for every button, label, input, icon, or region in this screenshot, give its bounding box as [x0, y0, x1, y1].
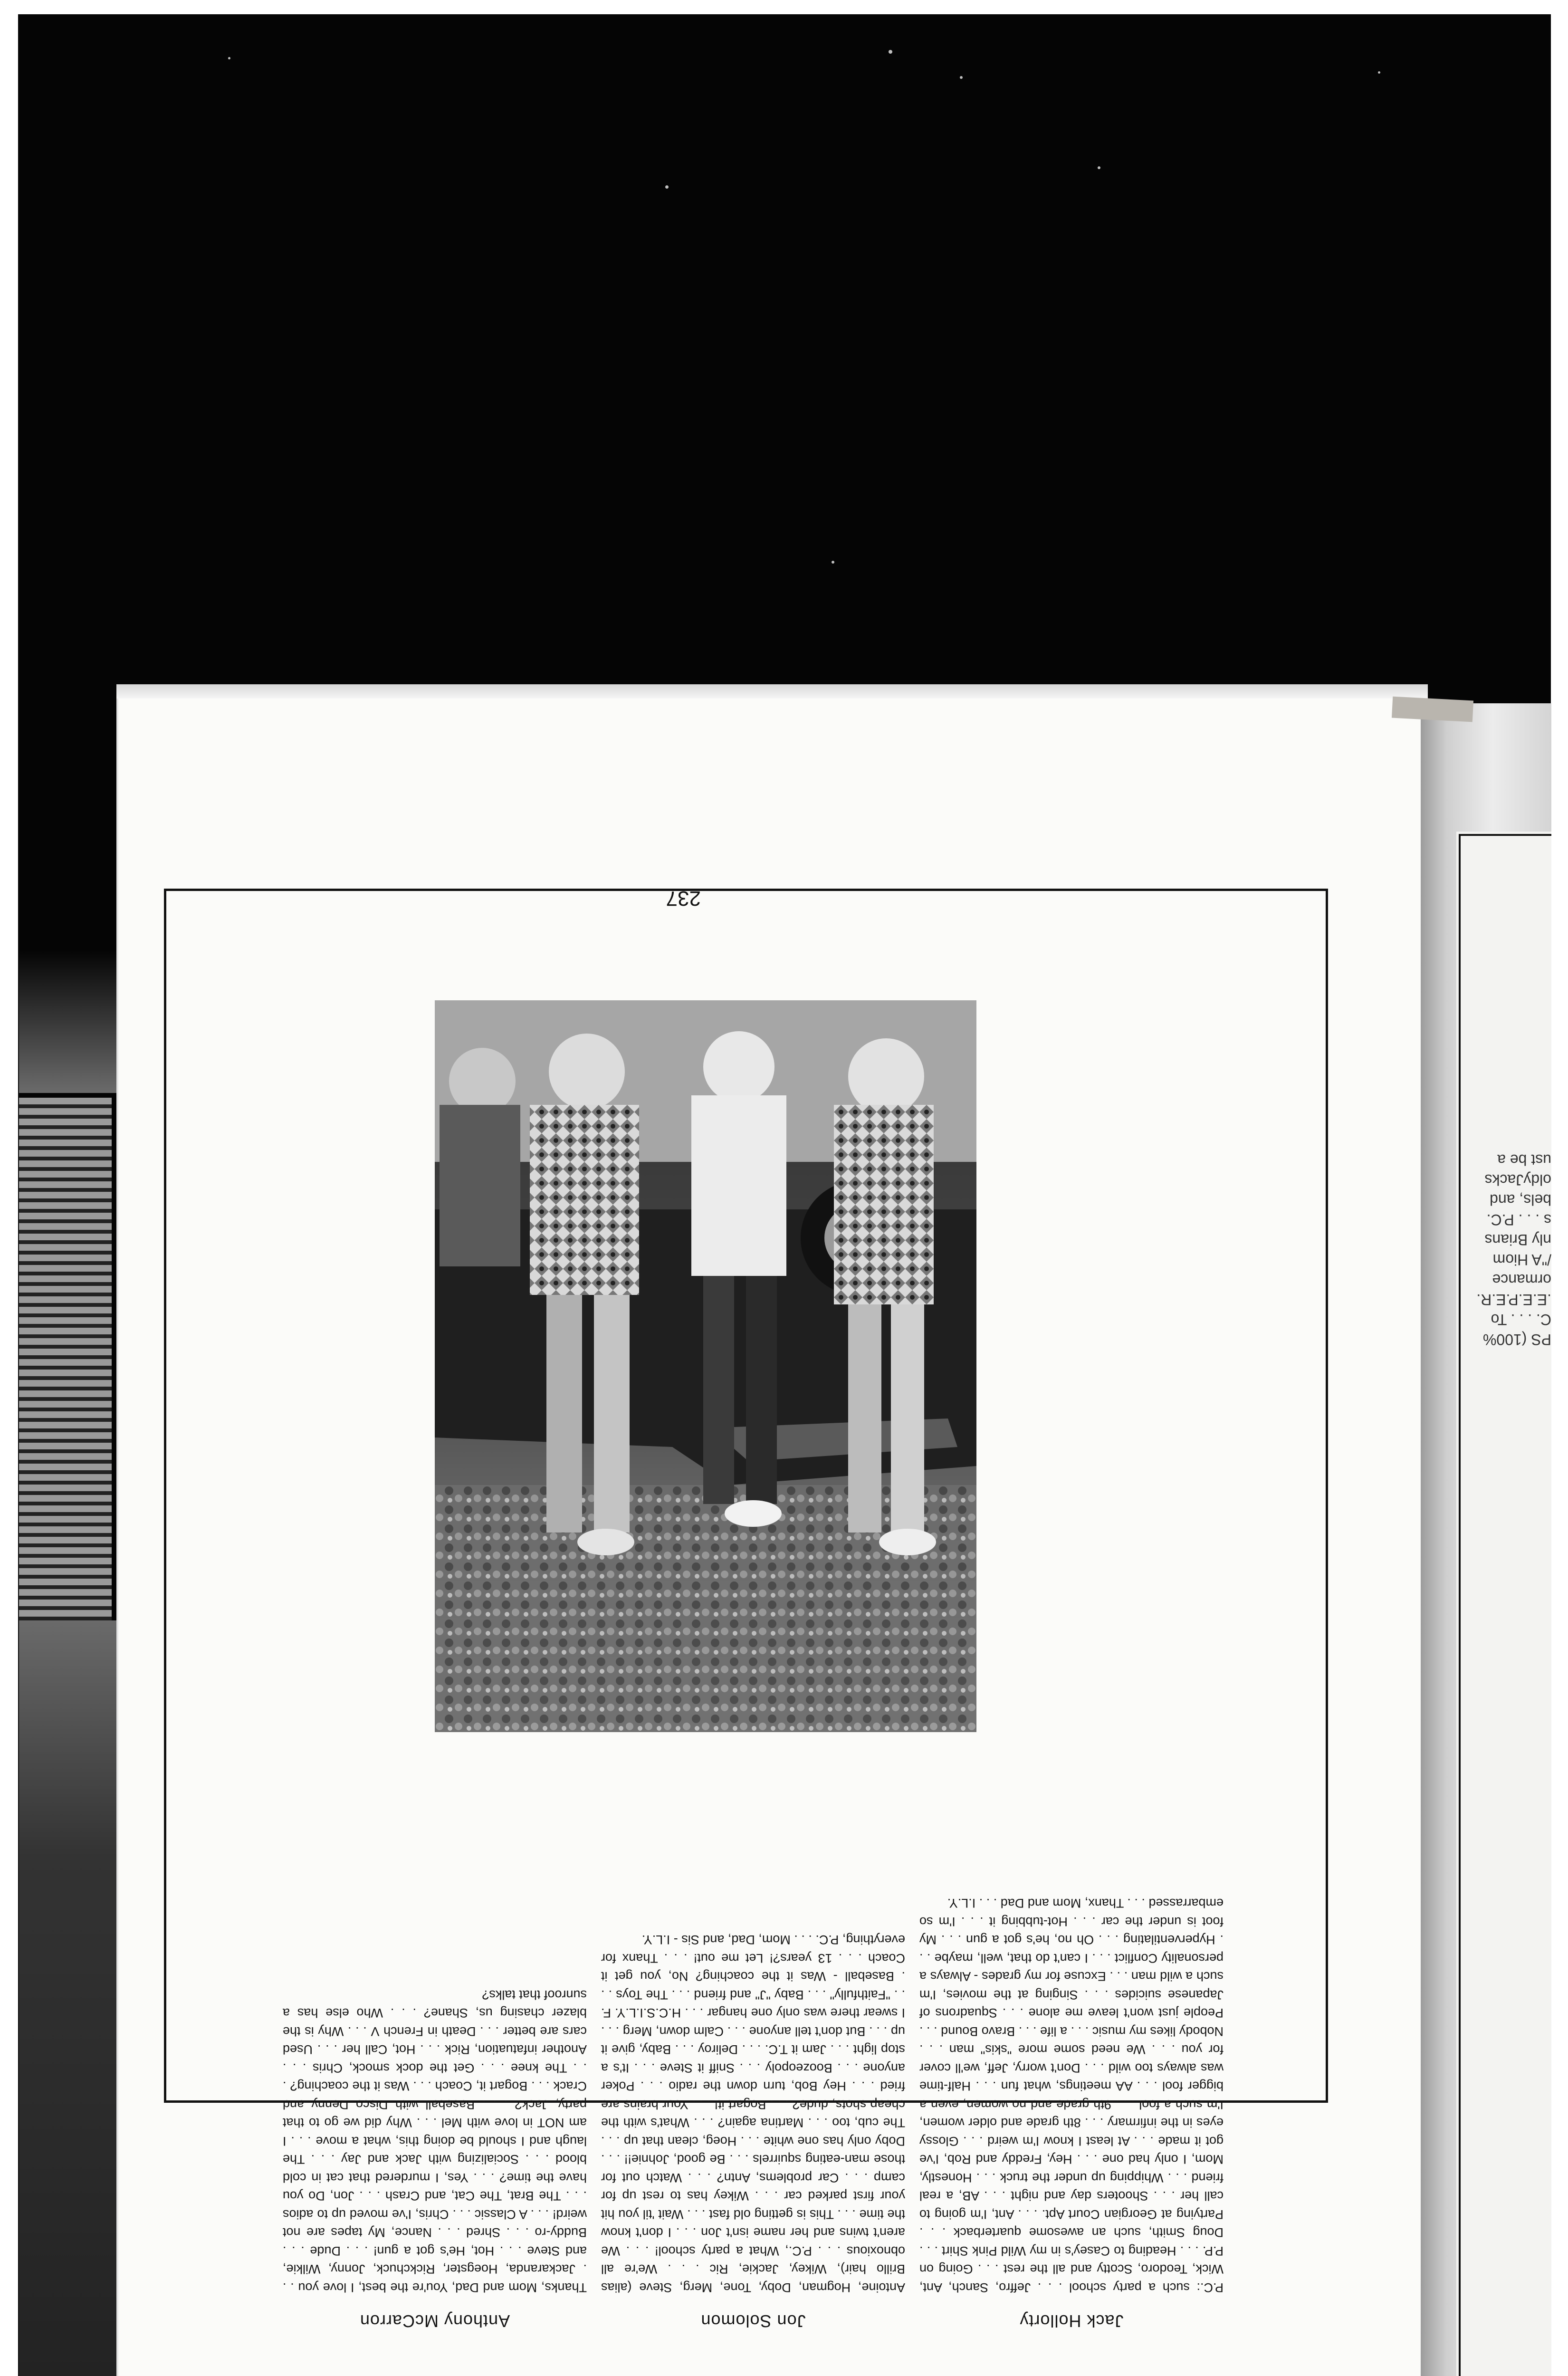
- dust-speck: [1098, 166, 1100, 169]
- dust-speck: [665, 185, 669, 189]
- senior-entry-2: [601, 1931, 905, 2331]
- binder-shadow-lower: [19, 1620, 133, 2376]
- senior-name: Anthony McCarron: [359, 2311, 510, 2331]
- senior-message: Antoine, Hogman, Doby, Tone, Merg, Steve (alias Brillo hair), Wikey, Jackie, Ric . . . We're all obnoxious . . . P.C., What a party school! . . . We aren't twins and her name isn't Jon . . . I don't know the time . . . This is getting old fast . . . Wait 'til you hit your first parked car . . . Wikey has to rest up for camp . . . Car problems, Antn? . . . Watch out for those man-eating squirrels . . . Be good, Johnie!! . . . Doby only has one white . . . Hoeg, clean that up . . . The cub, too . . . Martina again? . . . What's with the cheap shots, dude? . . . Bogart it! . . . Your brains are fried . . . Hey Bob, turn down the radio . . . Poker anyone . . . Boozeopoly . . . Sniff it Steve . . . It's a stop light . . . Jam it T.C. . . . Deliroy . . . Baby, give it up . . . But don't tell anyone . . . Calm down, Merg . . . I swear there was only one hangar . . . H.C.S.I.L.Y. F. . . "Faithfully" . . . Baby "J" and friend . . . The Toys . . . Baseball - Was it the coaching? No, you get it Coach . . . 13 years?! Let me out! . . . Thanx for everything, P.C. . . . Mom, Dad, and Sis - I.L.Y.: [601, 1933, 905, 2295]
- group-photo: [435, 1000, 976, 1732]
- page-content-rotated: [116, 684, 1428, 2376]
- senior-message: P.C.: such a party school . . . Jeffro, Sanch, Ant, Wick, Teodoro, Scotty and all the rest . . . Going on P.P. . . . Heading to Casey's in my Wild Pink Shirt . . . Doug Smith, such an awesome quarterback . . . Partying at Georgian Court Apt. . . . Ant, I'm going to call her . . . Shooters day and night . . . AB, a real friend . . . Whipping up under the truck . . . Honestly, Mom, I only had one . . . Hey, Freddy and Rob, I've got it made . . . At least I know I'm weird . . . Glossy eyes in the infirmary . . . 8th grade and older women, I'm such a fool . . . 9th grade and no women, even a bigger fool . . . AA meetings, what fun . . . Half-time was always too wild . . . Don't worry, Jeff, we'll cover for you . . . We need some more "skis" man . . . Nobody likes my music . . . a life . . . Bravo Bound . . . People just won't leave me alone . . . Squadrons of Japanese suicides . . . Singing at the movies, I'm such a wild man . . . Excuse for my grades - Always a personality Conflict . . . I can't do that, well, maybe . . . Hyperventilating . . . Oh no, he's got a gun . . . My foot is under the car . . . Hot-tubbing it . . . I'm so embarrassed . . . Thanx, Mom and Dad . . . I.L.Y.: [919, 1896, 1224, 2295]
- senior-entry-3: [283, 1986, 587, 2331]
- senior-entry-1: [919, 1894, 1224, 2331]
- adjacent-page-frame: [1459, 834, 1551, 2376]
- senior-message: Thanks, Mom and Dad, You're the best, I love you . . . Jackaranda, Hoegster, Rickchuck, Jonny, Wilkie, and Steve . . . Hot, He's got a gun! . . . Dude . . . Buddy-ro . . . Shred . . . Nance, My tapes are not weird! . . . A Classic . . . Chris, I've moved up to adios . . . The Brat, The Cat, and Crash . . . Jon, Do you have the time? . . . Yes, I murdered that cat in cold blood . . . Socializing with Jack and Jay . . . The laugh and I should be doing this, what a move . . . I am NOT in love with Mel . . . Why did we go to that party, Jack? . . . Baseball with Disco Denny and Crack . . . Bogart it, Coach . . . Was it the coaching? . . . The knee . . . Get the dock smock, Chris . . . Another infatuation, Rick . . . Hot, Call her . . . Used cars are better . . . Death in French V . . . Why is the blazer chasing us, Shane? . . . Who else has a sunroof that talks?: [283, 1988, 587, 2295]
- binder-shadow: [19, 950, 133, 1093]
- binder-ring-stripes: [19, 1098, 112, 1620]
- dust-speck: [960, 76, 963, 79]
- photo-image: [435, 1000, 976, 1732]
- page-number: 237: [666, 887, 701, 910]
- senior-name: Jon Solomon: [700, 2311, 806, 2331]
- dust-speck: [228, 57, 230, 59]
- dust-speck: [1378, 71, 1380, 74]
- dust-speck: [889, 50, 892, 54]
- adjacent-page-text: PS (100% C. . . . To .E.E.P.E.R. ormance /"A Hiom nly Brians s . . . P.C. bels, and oldyJacks ust be a: [1476, 1151, 1551, 1348]
- dust-speck: [832, 561, 834, 564]
- senior-name: Jack Hollorty: [1019, 2311, 1124, 2331]
